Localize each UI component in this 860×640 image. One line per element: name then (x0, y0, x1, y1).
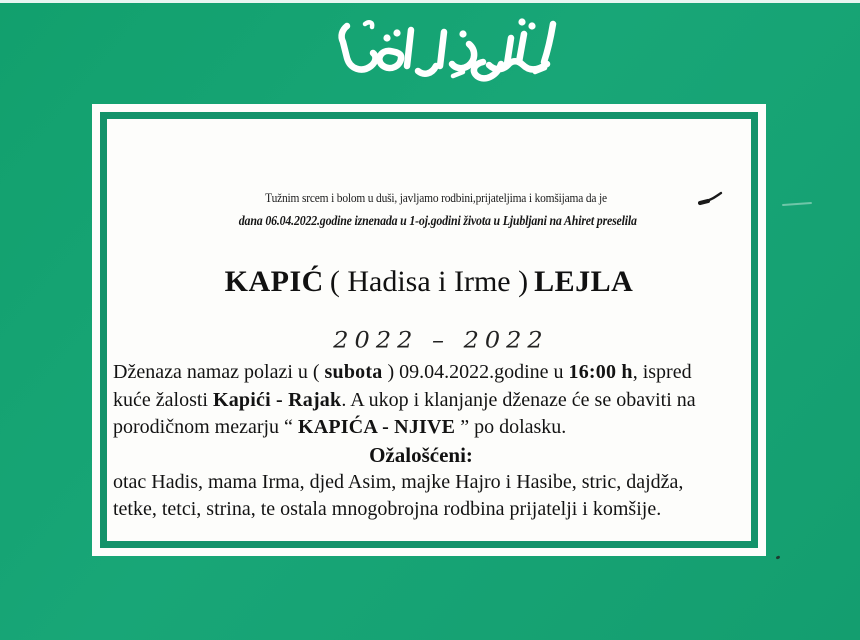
deceased-parents: ( Hadisa i Irme ) (329, 265, 529, 298)
funeral-details (113, 359, 745, 442)
death-date-line: dana 06.04.2022.godine iznenada u 1-oj.godini života u Ljubljani na Ahiret preselila (238, 213, 637, 228)
scan-speck-artifact (776, 555, 781, 559)
deceased-given-name: LEJLA (534, 265, 634, 298)
funeral-line-3: porodičnom mezarju “ KAPIĆA - NJIVE ” po dolasku. (113, 416, 567, 438)
pen-mark-artifact (698, 190, 724, 206)
funeral-day: subota (324, 361, 383, 383)
notice-card (92, 104, 766, 556)
deceased-surname: KAPIĆ (224, 265, 324, 298)
funeral-line-2: kuće žalosti Kapići - Rajak. A ukop i klanjanje dženaze će se obaviti na (113, 388, 696, 411)
mourners-line-1: otac Hadis, mama Irma, djed Asim, majke Hajro i Hasibe, stric, dajdža, (113, 470, 684, 493)
funeral-time: 16:00 h (568, 361, 633, 383)
scan-scratch-artifact (782, 202, 812, 206)
house-of-mourning: Kapići - Rajak (212, 388, 342, 411)
mourners-list (113, 469, 745, 523)
life-years: 2022 – 2022 (333, 327, 549, 353)
mourners-heading: Ožalošćeni: (369, 442, 473, 467)
announcement-line: Tužnim srcem i bolom u duši, javljamo rodbini,prijateljima i komšijama da je (265, 190, 607, 205)
scan-top-edge (0, 0, 860, 3)
arabic-calligraphy-art (325, 14, 560, 86)
cemetery-name: KAPIĆA - NJIVE (297, 416, 456, 438)
deceased-name (113, 262, 745, 302)
notice-content (107, 119, 751, 541)
arabic-calligraphy (325, 14, 560, 86)
funeral-line-1: Dženaza namaz polazi u ( subota ) 09.04.2022.godine u 16:00 h, ispred (113, 361, 692, 383)
mourners-line-2: tetke, tetci, strina, te ostala mnogobrojna rodbina prijatelji i komšije. (113, 497, 662, 520)
